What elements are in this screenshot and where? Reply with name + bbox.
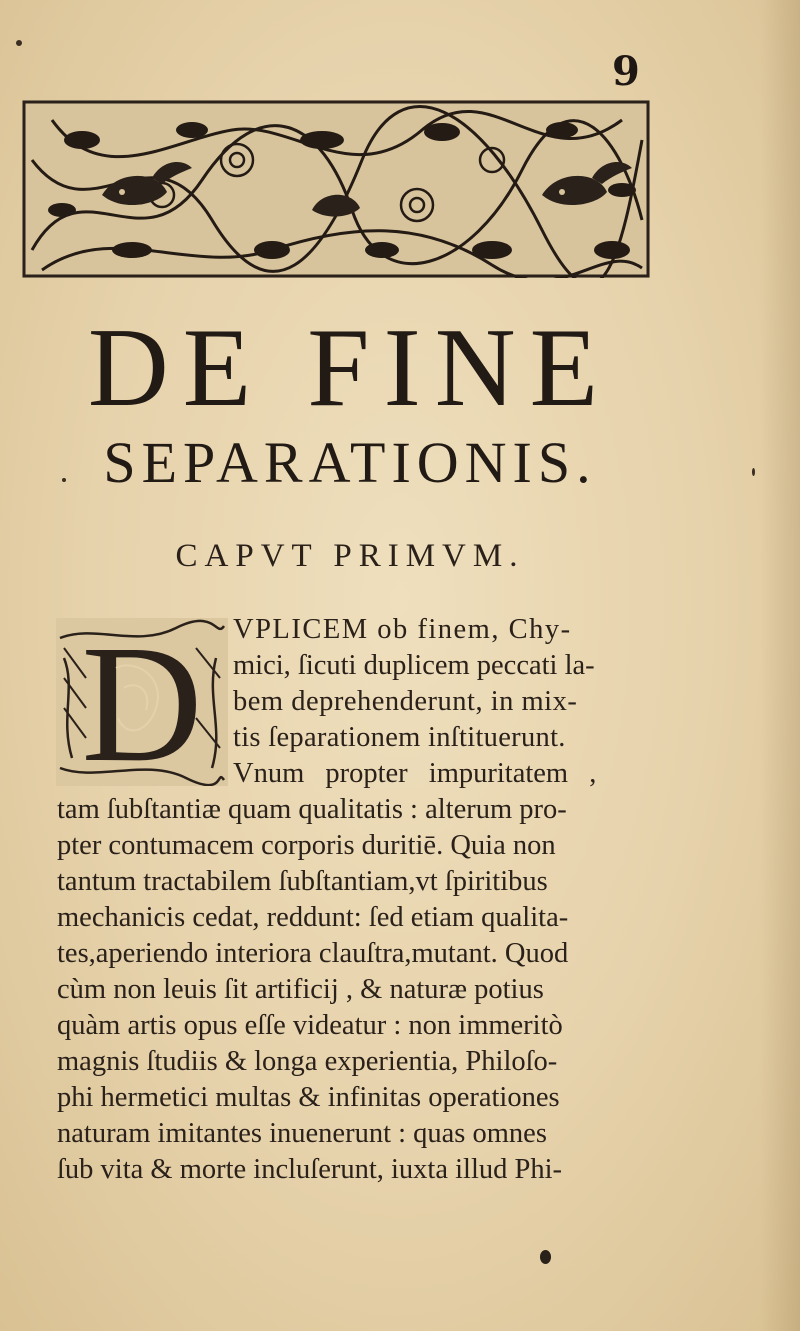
body-line: naturam imitantes inuenerunt : quas omnes — [57, 1118, 547, 1149]
paper-speck — [752, 468, 755, 476]
body-line: mechanicis cedat, reddunt: ſed etiam qualita- — [57, 902, 569, 933]
body-line: quàm artis opus eſſe videatur : non immeritò — [57, 1010, 563, 1041]
body-line: bem deprehenderunt, in mix- — [233, 686, 578, 717]
body-line: phi hermetici multas & infinitas operationes — [57, 1082, 560, 1113]
body-line: Vnum propter impuritatem , — [233, 758, 597, 789]
body-line: tes,aperiendo interiora clauſtra,mutant. Quod — [57, 938, 569, 969]
chapter-heading: CAPVT PRIMVM. — [175, 538, 525, 574]
dropcap-letter: D — [81, 618, 203, 786]
ink-dot — [540, 1250, 551, 1264]
page-number: 9 — [612, 48, 640, 95]
body-line: pter contumacem corporis duritiē. Quia non — [57, 830, 556, 861]
body-line: magnis ſtudiis & longa experientia, Philoſo- — [57, 1046, 558, 1077]
body-line: cùm non leuis ſit artificij , & naturæ potius — [57, 974, 544, 1005]
body-line: tis ſeparationem inſtituerunt. — [233, 722, 566, 753]
body-line: tantum tractabilem ſubſtantiam,vt ſpiritibus — [57, 866, 548, 897]
headpiece-ornament — [22, 100, 650, 278]
page-edge-shadow — [760, 0, 800, 1331]
body-line: ſub vita & morte incluſerunt, iuxta illud Phi- — [57, 1154, 563, 1185]
title-subtitle: SEPARATIONIS. — [103, 430, 597, 495]
body-line: mici, ſicuti duplicem peccati la- — [233, 650, 595, 681]
title-main: DE FINE — [87, 306, 613, 430]
body-line: VPLICEM ob finem, Chy- — [233, 614, 572, 645]
dropcap-ornament — [56, 618, 228, 786]
paper-speck — [62, 478, 66, 482]
body-line: tam ſubſtantiæ quam qualitatis : alterum pro- — [57, 794, 567, 825]
paper-speck — [16, 40, 22, 46]
